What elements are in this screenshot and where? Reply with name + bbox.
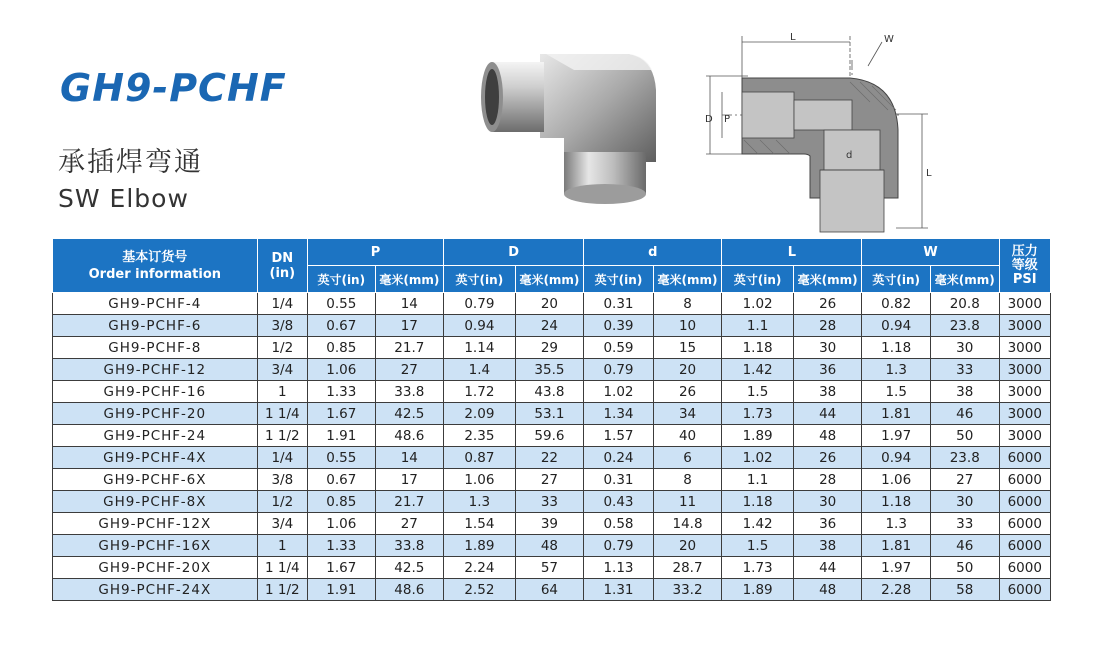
subheader-mm: 毫米(mm) — [515, 266, 584, 293]
cell-p-mm: 42.5 — [375, 557, 444, 579]
cell-d-bore-in: 0.79 — [584, 359, 654, 381]
cell-p-mm: 48.6 — [375, 579, 444, 601]
cell-p-in: 1.91 — [308, 579, 376, 601]
cell-l-mm: 30 — [793, 491, 862, 513]
specification-table — [52, 238, 1051, 601]
header-dn-unit: (in) — [269, 265, 296, 281]
cell-w-in: 1.3 — [862, 359, 931, 381]
cell-model: GH9-PCHF-12X — [53, 513, 258, 535]
cell-p-in: 1.91 — [308, 425, 376, 447]
cell-d-outer-mm: 27 — [515, 469, 584, 491]
table-row — [53, 469, 1051, 491]
cell-d-outer-mm: 64 — [515, 579, 584, 601]
cell-d-outer-mm: 48 — [515, 535, 584, 557]
table-row — [53, 293, 1051, 315]
cell-l-mm: 36 — [793, 513, 862, 535]
subheader-mm: 毫米(mm) — [930, 266, 999, 293]
cell-p-in: 1.67 — [308, 557, 376, 579]
cell-dn: 1/4 — [257, 293, 307, 315]
cell-model: GH9-PCHF-6X — [53, 469, 258, 491]
cell-d-bore-mm: 6 — [653, 447, 722, 469]
cell-p-mm: 14 — [375, 447, 444, 469]
cell-l-in: 1.73 — [722, 403, 794, 425]
subheader-inch: 英寸(in) — [308, 266, 376, 293]
cell-l-in: 1.18 — [722, 491, 794, 513]
cell-psi: 3000 — [999, 359, 1050, 381]
cell-d-bore-in: 0.31 — [584, 293, 654, 315]
cell-p-mm: 14 — [375, 293, 444, 315]
cell-w-mm: 30 — [930, 337, 999, 359]
cell-d-bore-in: 1.31 — [584, 579, 654, 601]
cell-dn: 1 — [257, 535, 307, 557]
cell-d-bore-in: 0.43 — [584, 491, 654, 513]
cell-psi: 6000 — [999, 491, 1050, 513]
cell-d-outer-mm: 24 — [515, 315, 584, 337]
cell-l-in: 1.89 — [722, 579, 794, 601]
cell-l-in: 1.5 — [722, 381, 794, 403]
cell-w-in: 0.94 — [862, 447, 931, 469]
cell-d-bore-in: 0.79 — [584, 535, 654, 557]
cell-p-in: 0.85 — [308, 491, 376, 513]
cell-psi: 6000 — [999, 513, 1050, 535]
cell-l-in: 1.02 — [722, 447, 794, 469]
subheader-inch: 英寸(in) — [444, 266, 516, 293]
cell-dn: 1/2 — [257, 491, 307, 513]
cell-w-mm: 58 — [930, 579, 999, 601]
header-pressure-cn-1: 压力 — [1011, 243, 1038, 259]
header-pressure-rating — [999, 239, 1050, 293]
cell-p-mm: 42.5 — [375, 403, 444, 425]
cell-dn: 1 1/4 — [257, 403, 307, 425]
cell-w-mm: 33 — [930, 359, 999, 381]
subheader-inch: 英寸(in) — [584, 266, 654, 293]
cell-w-in: 1.97 — [862, 557, 931, 579]
cell-psi: 3000 — [999, 425, 1050, 447]
cell-l-mm: 44 — [793, 557, 862, 579]
cell-dn: 1/2 — [257, 337, 307, 359]
header-order-information — [53, 239, 258, 293]
cell-d-bore-in: 0.31 — [584, 469, 654, 491]
cell-l-mm: 48 — [793, 425, 862, 447]
product-subtitle-en: SW Elbow — [58, 184, 189, 213]
cell-d-bore-in: 1.34 — [584, 403, 654, 425]
cell-w-in: 1.97 — [862, 425, 931, 447]
cell-l-mm: 44 — [793, 403, 862, 425]
cell-model: GH9-PCHF-16 — [53, 381, 258, 403]
cell-d-bore-mm: 33.2 — [653, 579, 722, 601]
drawing-label-d: d — [846, 150, 853, 161]
header-group-W: W — [862, 239, 999, 266]
cell-p-in: 0.67 — [308, 469, 376, 491]
cell-d-outer-mm: 35.5 — [515, 359, 584, 381]
cell-psi: 3000 — [999, 315, 1050, 337]
cell-l-in: 1.02 — [722, 293, 794, 315]
cell-psi: 6000 — [999, 447, 1050, 469]
cell-w-mm: 23.8 — [930, 447, 999, 469]
table-row — [53, 403, 1051, 425]
table-row — [53, 381, 1051, 403]
table-body — [53, 293, 1051, 601]
cell-w-in: 1.18 — [862, 491, 931, 513]
table-row — [53, 337, 1051, 359]
cell-l-mm: 38 — [793, 535, 862, 557]
header-group-D: D — [444, 239, 584, 266]
cell-p-mm: 17 — [375, 469, 444, 491]
subheader-mm: 毫米(mm) — [653, 266, 722, 293]
cell-d-bore-mm: 8 — [653, 293, 722, 315]
header-dn-label: DN — [271, 250, 294, 266]
cell-dn: 1 1/2 — [257, 579, 307, 601]
cell-p-in: 0.55 — [308, 293, 376, 315]
cell-dn: 3/4 — [257, 513, 307, 535]
cell-d-bore-mm: 14.8 — [653, 513, 722, 535]
cell-l-in: 1.5 — [722, 535, 794, 557]
cell-w-mm: 50 — [930, 557, 999, 579]
cell-d-bore-mm: 34 — [653, 403, 722, 425]
cell-l-in: 1.18 — [722, 337, 794, 359]
cell-w-in: 0.94 — [862, 315, 931, 337]
cell-psi: 3000 — [999, 293, 1050, 315]
cell-d-bore-in: 1.02 — [584, 381, 654, 403]
cell-p-in: 1.33 — [308, 535, 376, 557]
cell-w-mm: 46 — [930, 535, 999, 557]
table-header-row — [53, 239, 1051, 266]
cell-d-bore-mm: 26 — [653, 381, 722, 403]
cell-p-in: 0.55 — [308, 447, 376, 469]
cell-model: GH9-PCHF-24X — [53, 579, 258, 601]
cell-psi: 6000 — [999, 557, 1050, 579]
cell-l-in: 1.1 — [722, 469, 794, 491]
cell-d-outer-in: 1.06 — [444, 469, 516, 491]
product-subtitle-cn: 承插焊弯通 — [58, 147, 203, 178]
cell-d-bore-in: 0.58 — [584, 513, 654, 535]
header-dn — [257, 239, 307, 293]
cell-dn: 1 1/2 — [257, 425, 307, 447]
cell-l-in: 1.73 — [722, 557, 794, 579]
cell-p-mm: 17 — [375, 315, 444, 337]
cell-w-mm: 23.8 — [930, 315, 999, 337]
cell-model: GH9-PCHF-24 — [53, 425, 258, 447]
cell-d-outer-in: 0.79 — [444, 293, 516, 315]
cell-d-outer-mm: 53.1 — [515, 403, 584, 425]
cell-p-mm: 27 — [375, 359, 444, 381]
cell-w-in: 1.06 — [862, 469, 931, 491]
cell-l-mm: 38 — [793, 381, 862, 403]
cell-w-in: 2.28 — [862, 579, 931, 601]
table-row — [53, 315, 1051, 337]
cell-p-mm: 33.8 — [375, 381, 444, 403]
drawing-label-D: D — [705, 114, 713, 125]
cell-w-mm: 20.8 — [930, 293, 999, 315]
cell-dn: 3/8 — [257, 469, 307, 491]
cell-p-mm: 33.8 — [375, 535, 444, 557]
cell-model: GH9-PCHF-16X — [53, 535, 258, 557]
cell-model: GH9-PCHF-20X — [53, 557, 258, 579]
cell-dn: 1/4 — [257, 447, 307, 469]
table-row — [53, 359, 1051, 381]
cell-p-mm: 48.6 — [375, 425, 444, 447]
cell-d-bore-mm: 10 — [653, 315, 722, 337]
header-group-L: L — [722, 239, 862, 266]
cell-w-in: 1.81 — [862, 535, 931, 557]
cell-p-in: 1.06 — [308, 513, 376, 535]
table-row — [53, 447, 1051, 469]
cell-psi: 3000 — [999, 337, 1050, 359]
cell-w-in: 1.5 — [862, 381, 931, 403]
header-group-d: d — [584, 239, 722, 266]
drawing-label-L-side: L — [926, 168, 932, 179]
cell-p-in: 1.67 — [308, 403, 376, 425]
cell-d-outer-in: 1.72 — [444, 381, 516, 403]
cell-model: GH9-PCHF-8X — [53, 491, 258, 513]
cell-d-outer-in: 2.35 — [444, 425, 516, 447]
cell-d-outer-mm: 59.6 — [515, 425, 584, 447]
cell-psi: 6000 — [999, 535, 1050, 557]
cell-l-in: 1.42 — [722, 513, 794, 535]
cell-d-outer-mm: 39 — [515, 513, 584, 535]
cell-d-outer-in: 1.89 — [444, 535, 516, 557]
cell-l-in: 1.1 — [722, 315, 794, 337]
cell-model: GH9-PCHF-6 — [53, 315, 258, 337]
cell-w-in: 0.82 — [862, 293, 931, 315]
cell-d-bore-mm: 11 — [653, 491, 722, 513]
cell-d-bore-mm: 8 — [653, 469, 722, 491]
cell-model: GH9-PCHF-12 — [53, 359, 258, 381]
table-row — [53, 513, 1051, 535]
cell-l-mm: 28 — [793, 469, 862, 491]
subheader-inch: 英寸(in) — [862, 266, 931, 293]
cell-l-mm: 28 — [793, 315, 862, 337]
cell-model: GH9-PCHF-20 — [53, 403, 258, 425]
cell-d-outer-in: 0.94 — [444, 315, 516, 337]
drawing-label-W: W — [884, 34, 894, 45]
table-row — [53, 535, 1051, 557]
cell-dn: 1 1/4 — [257, 557, 307, 579]
header-order-cn: 基本订货号 — [122, 249, 188, 265]
cell-p-mm: 21.7 — [375, 337, 444, 359]
table-row — [53, 491, 1051, 513]
cell-d-bore-mm: 28.7 — [653, 557, 722, 579]
subheader-mm: 毫米(mm) — [793, 266, 862, 293]
cell-w-mm: 50 — [930, 425, 999, 447]
cell-l-mm: 30 — [793, 337, 862, 359]
cell-w-mm: 27 — [930, 469, 999, 491]
cell-l-mm: 48 — [793, 579, 862, 601]
elbow-product-photo — [478, 40, 683, 210]
cell-l-mm: 26 — [793, 293, 862, 315]
cell-psi: 6000 — [999, 469, 1050, 491]
cell-d-outer-in: 2.24 — [444, 557, 516, 579]
cell-d-outer-mm: 33 — [515, 491, 584, 513]
cell-w-mm: 38 — [930, 381, 999, 403]
header-order-en: Order information — [88, 266, 222, 282]
cell-l-mm: 36 — [793, 359, 862, 381]
header-pressure-cn-2: 等级 — [1011, 257, 1038, 273]
product-title: GH9-PCHF — [60, 66, 287, 110]
header-group-P: P — [308, 239, 444, 266]
cell-w-in: 1.18 — [862, 337, 931, 359]
cell-d-outer-in: 1.54 — [444, 513, 516, 535]
cell-w-mm: 33 — [930, 513, 999, 535]
cell-w-in: 1.3 — [862, 513, 931, 535]
cell-p-in: 1.33 — [308, 381, 376, 403]
subheader-mm: 毫米(mm) — [375, 266, 444, 293]
cell-p-in: 0.67 — [308, 315, 376, 337]
cell-w-mm: 46 — [930, 403, 999, 425]
table-row — [53, 579, 1051, 601]
cell-d-bore-mm: 20 — [653, 535, 722, 557]
cell-d-outer-in: 2.52 — [444, 579, 516, 601]
table-row — [53, 425, 1051, 447]
drawing-label-L-top: L — [790, 32, 796, 43]
cell-l-mm: 26 — [793, 447, 862, 469]
drawing-label-P: P — [724, 114, 731, 125]
cell-psi: 3000 — [999, 403, 1050, 425]
cell-d-bore-in: 1.57 — [584, 425, 654, 447]
cell-model: GH9-PCHF-8 — [53, 337, 258, 359]
cell-d-bore-in: 0.59 — [584, 337, 654, 359]
cell-d-bore-in: 0.24 — [584, 447, 654, 469]
cell-model: GH9-PCHF-4X — [53, 447, 258, 469]
elbow-dimension-drawing — [700, 30, 940, 235]
cell-d-outer-mm: 20 — [515, 293, 584, 315]
cell-w-in: 1.81 — [862, 403, 931, 425]
cell-d-outer-in: 1.14 — [444, 337, 516, 359]
cell-d-outer-in: 1.3 — [444, 491, 516, 513]
cell-dn: 3/8 — [257, 315, 307, 337]
cell-d-outer-mm: 57 — [515, 557, 584, 579]
cell-d-bore-mm: 15 — [653, 337, 722, 359]
table-row — [53, 557, 1051, 579]
cell-d-outer-mm: 22 — [515, 447, 584, 469]
cell-d-outer-in: 1.4 — [444, 359, 516, 381]
cell-p-mm: 21.7 — [375, 491, 444, 513]
cell-d-bore-in: 0.39 — [584, 315, 654, 337]
subheader-inch: 英寸(in) — [722, 266, 794, 293]
cell-d-outer-in: 0.87 — [444, 447, 516, 469]
header-pressure-unit: PSI — [1012, 271, 1037, 287]
cell-d-outer-mm: 29 — [515, 337, 584, 359]
cell-p-in: 1.06 — [308, 359, 376, 381]
cell-d-outer-in: 2.09 — [444, 403, 516, 425]
cell-d-bore-mm: 40 — [653, 425, 722, 447]
cell-p-in: 0.85 — [308, 337, 376, 359]
cell-l-in: 1.42 — [722, 359, 794, 381]
cell-psi: 6000 — [999, 579, 1050, 601]
cell-d-bore-in: 1.13 — [584, 557, 654, 579]
cell-dn: 3/4 — [257, 359, 307, 381]
cell-dn: 1 — [257, 381, 307, 403]
cell-w-mm: 30 — [930, 491, 999, 513]
cell-d-outer-mm: 43.8 — [515, 381, 584, 403]
cell-d-bore-mm: 20 — [653, 359, 722, 381]
cell-l-in: 1.89 — [722, 425, 794, 447]
cell-model: GH9-PCHF-4 — [53, 293, 258, 315]
cell-p-mm: 27 — [375, 513, 444, 535]
cell-psi: 3000 — [999, 381, 1050, 403]
